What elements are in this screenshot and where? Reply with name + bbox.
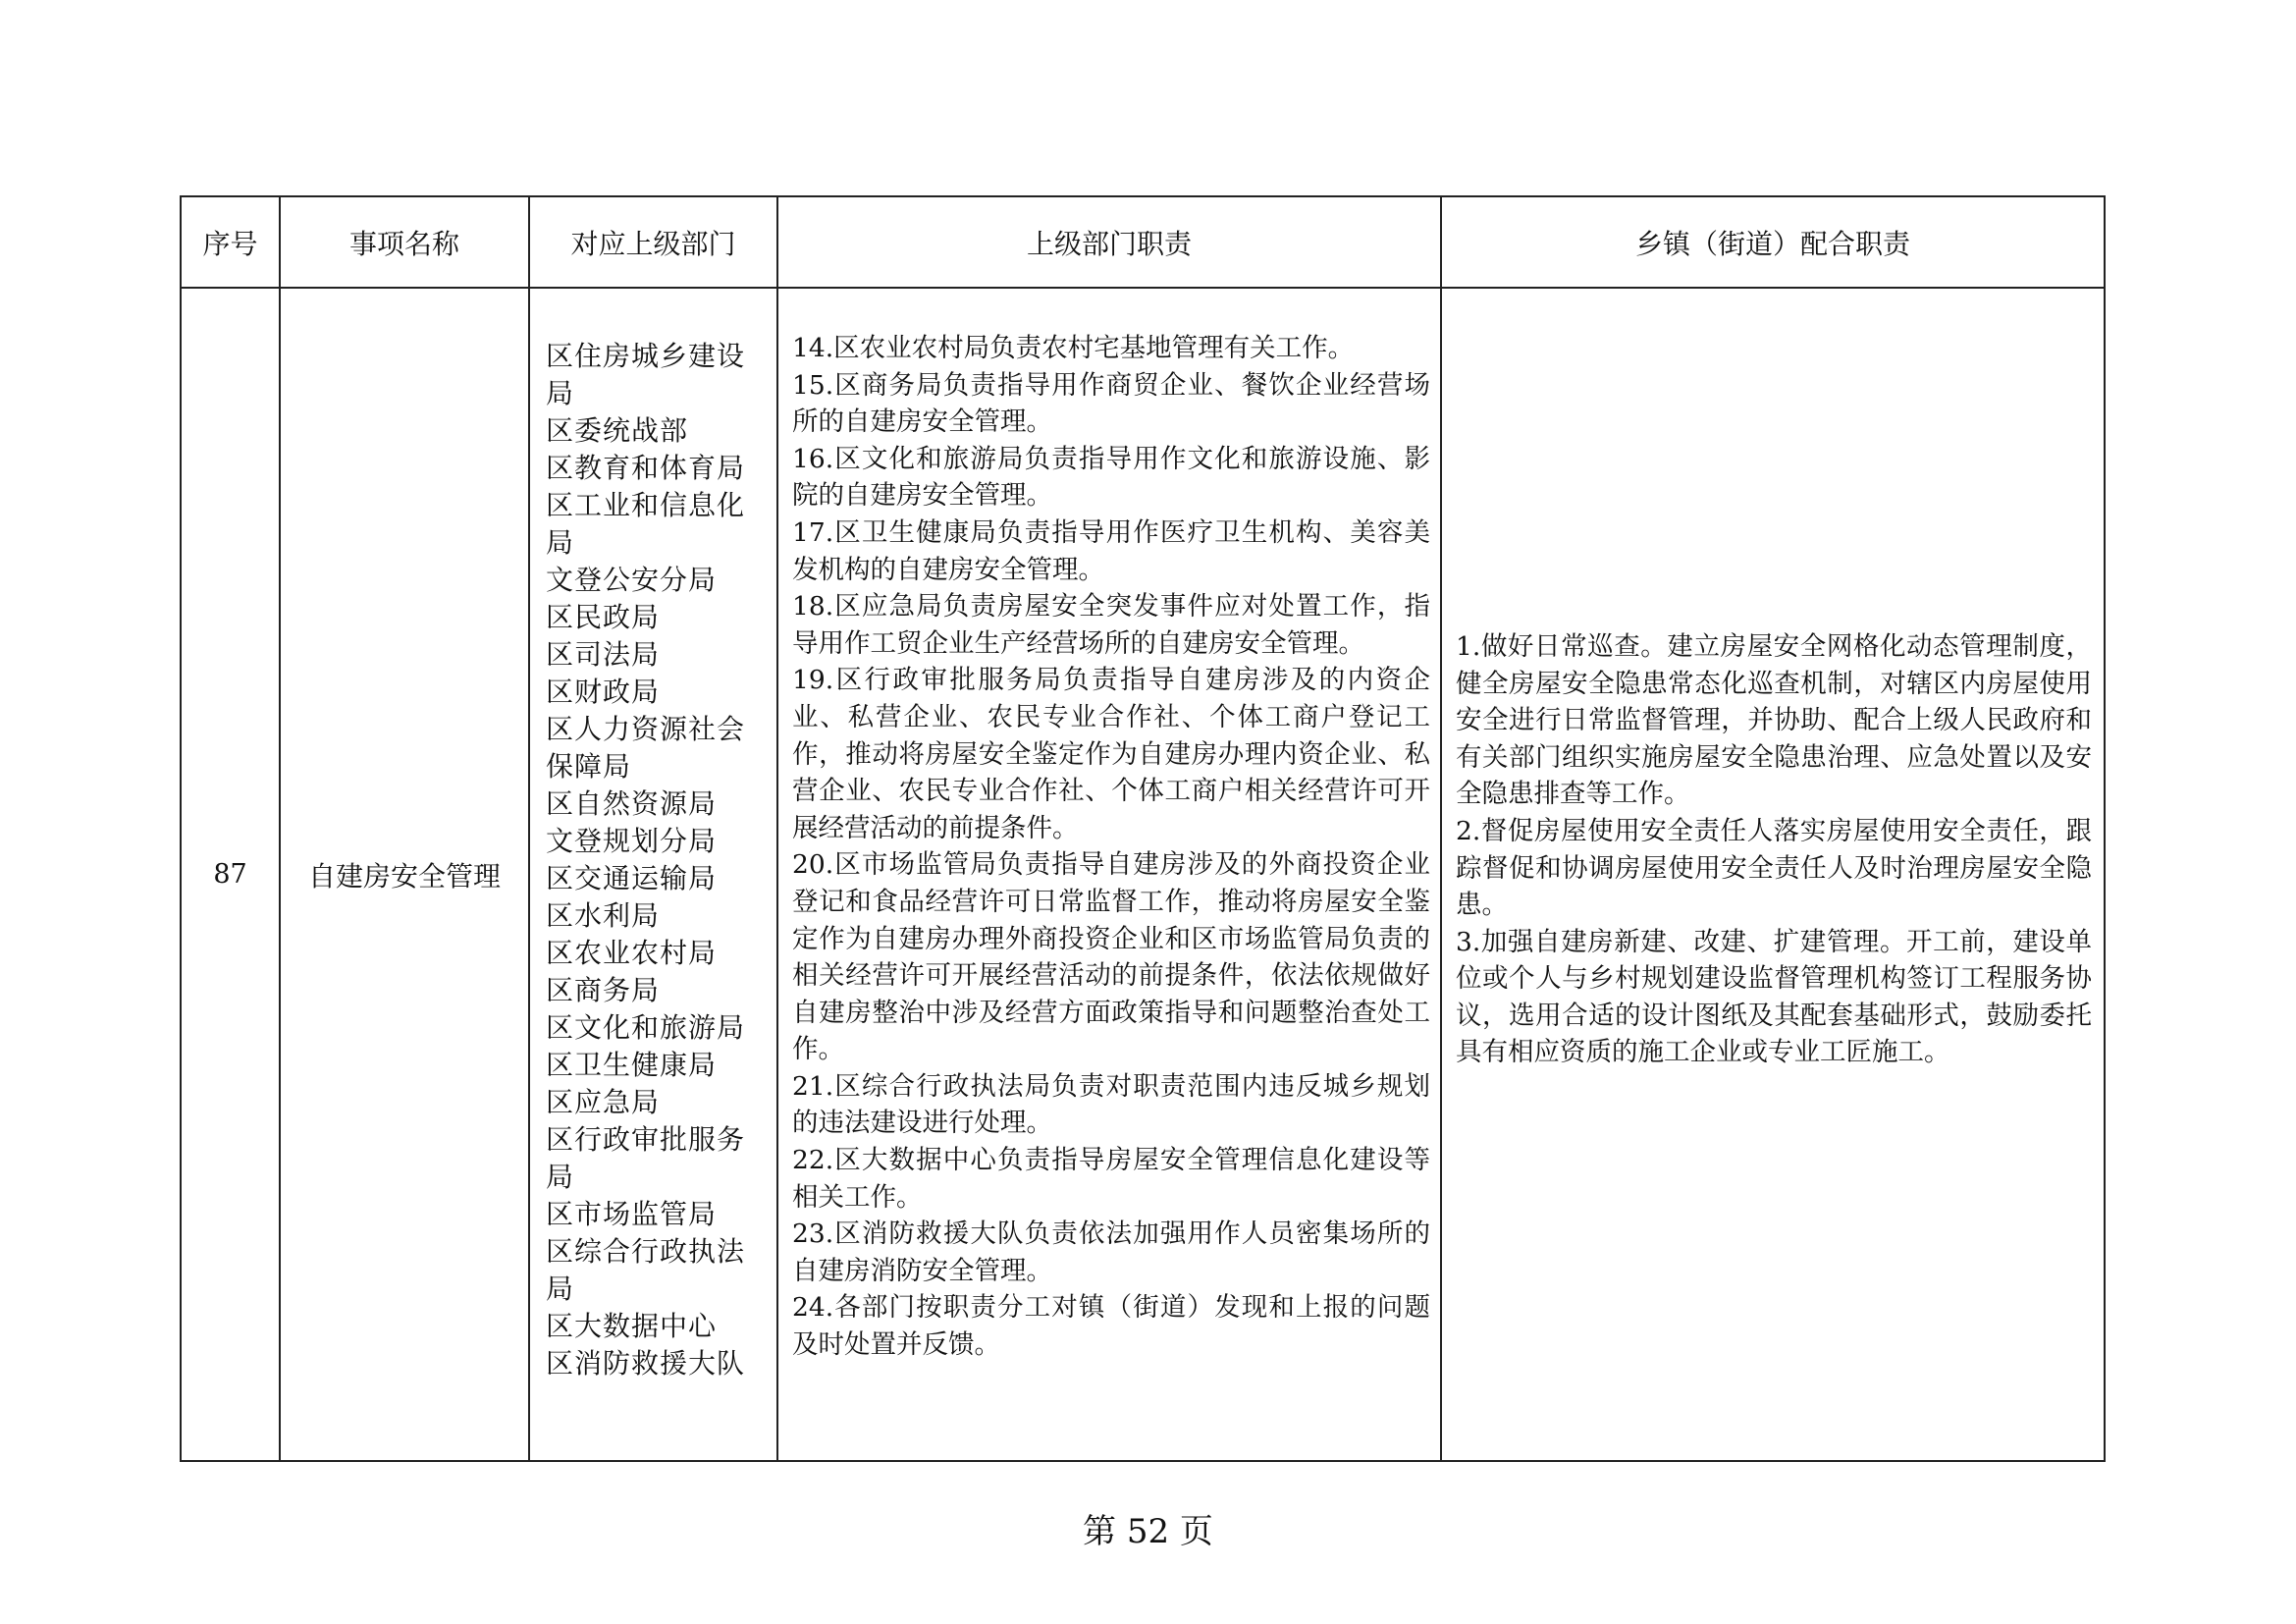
department-item: 区教育和体育局: [546, 452, 746, 484]
department-item: 区市场监管局: [546, 1198, 718, 1230]
table-header-row: [181, 196, 2105, 288]
department-item: 区委统战部: [546, 414, 689, 447]
department-list-cell: [529, 288, 777, 1461]
header-town-duties: 乡镇（街道）配合职责: [1441, 196, 2105, 288]
department-item: 文登公安分局: [546, 564, 718, 596]
department-item: 区消防救援大队: [546, 1347, 746, 1380]
department-item: 区水利局: [546, 899, 661, 932]
responsibility-table: [180, 195, 2106, 1462]
upper-duty-item: 18.区应急局负责房屋安全突发事件应对处置工作，指导用作工贸企业生产经营场所的自建房安全管理。: [792, 591, 1430, 659]
department-item: 区财政局: [546, 676, 661, 708]
upper-duty-item: 20.区市场监管局负责指导自建房涉及的外商投资企业登记和食品经营许可日常监督工作，推动将房屋安全鉴定作为自建房办理外商投资企业和区市场监管局负责的相关经营许可开展经营活动的前提条件，依法依规做好自建房整治中涉及经营方面政策指导和问题整治查处工作。: [792, 849, 1430, 1065]
upper-duty-item: 17.区卫生健康局负责指导用作医疗卫生机构、美容美发机构的自建房安全管理。: [792, 516, 1430, 585]
upper-duty-item: 21.区综合行政执法局负责对职责范围内违反城乡规划的违法建设进行处理。: [792, 1070, 1430, 1139]
header-upper-duties: 上级部门职责: [777, 196, 1441, 288]
upper-duty-item: 22.区大数据中心负责指导房屋安全管理信息化建设等相关工作。: [792, 1145, 1430, 1213]
header-item-name: 事项名称: [280, 196, 529, 288]
department-item: 区司法局: [546, 638, 661, 671]
department-item: 文登规划分局: [546, 825, 718, 857]
town-duties-cell: [1441, 288, 2105, 1461]
department-item: 区卫生健康局: [546, 1049, 718, 1081]
department-item: 区民政局: [546, 601, 661, 633]
department-item: 区自然资源局: [546, 787, 718, 820]
department-item: 区应急局: [546, 1086, 661, 1118]
department-list: [546, 338, 769, 1382]
department-item: 区交通运输局: [546, 862, 718, 894]
row-seq: 87: [181, 288, 280, 1461]
department-item: 区商务局: [546, 974, 661, 1006]
upper-duty-item: 19.区行政审批服务局负责指导自建房涉及的内资企业、私营企业、农民专业合作社、个体工商户登记工作，推动将房屋安全鉴定作为自建房办理内资企业、私营企业、农民专业合作社、个体工商户相关经营许可开展经营活动的前提条件。: [792, 665, 1430, 843]
upper-duty-item: 16.区文化和旅游局负责指导用作文化和旅游设施、影院的自建房安全管理。: [792, 443, 1430, 512]
town-duty-item: 2.督促房屋使用安全责任人落实房屋使用安全责任，跟踪督促和协调房屋使用安全责任人及时治理房屋安全隐患。: [1456, 815, 2092, 921]
department-item: 区文化和旅游局: [546, 1011, 746, 1044]
header-upper-department: 对应上级部门: [529, 196, 777, 288]
town-duties-list: [1456, 628, 2092, 1071]
department-item: 区行政审批服务局: [546, 1123, 746, 1193]
upper-duty-item: 15.区商务局负责指导用作商贸企业、餐饮企业经营场所的自建房安全管理。: [792, 369, 1430, 438]
department-item: 区住房城乡建设局: [546, 340, 746, 409]
upper-duty-item: 23.区消防救援大队负责依法加强用作人员密集场所的自建房消防安全管理。: [792, 1218, 1430, 1286]
upper-duties-list: [792, 330, 1430, 1364]
department-item: 区工业和信息化局: [546, 489, 746, 559]
header-seq: 序号: [181, 196, 280, 288]
department-item: 区农业农村局: [546, 937, 718, 969]
upper-duty-item: 24.各部门按职责分工对镇（街道）发现和上报的问题及时处置并反馈。: [792, 1292, 1430, 1361]
upper-duty-item: 14.区农业农村局负责农村宅基地管理有关工作。: [792, 333, 1355, 363]
department-item: 区人力资源社会保障局: [546, 713, 746, 783]
department-item: 区综合行政执法局: [546, 1235, 746, 1305]
upper-duties-cell: [777, 288, 1441, 1461]
department-item: 区大数据中心: [546, 1310, 718, 1342]
table-row: [181, 288, 2105, 1461]
row-item-name: 自建房安全管理: [280, 288, 529, 1461]
town-duty-item: 1.做好日常巡查。建立房屋安全网格化动态管理制度，健全房屋安全隐患常态化巡查机制，对辖区内房屋使用安全进行日常监督管理，并协助、配合上级人民政府和有关部门组织实施房屋安全隐患治理、应急处置以及安全隐患排查等工作。: [1456, 630, 2092, 810]
page-number: 第 52 页: [1083, 1512, 1213, 1551]
town-duty-item: 3.加强自建房新建、改建、扩建管理。开工前，建设单位或个人与乡村规划建设监督管理机构签订工程服务协议，选用合适的设计图纸及其配套基础形式，鼓励委托具有相应资质的施工企业或专业工匠施工。: [1456, 926, 2092, 1068]
